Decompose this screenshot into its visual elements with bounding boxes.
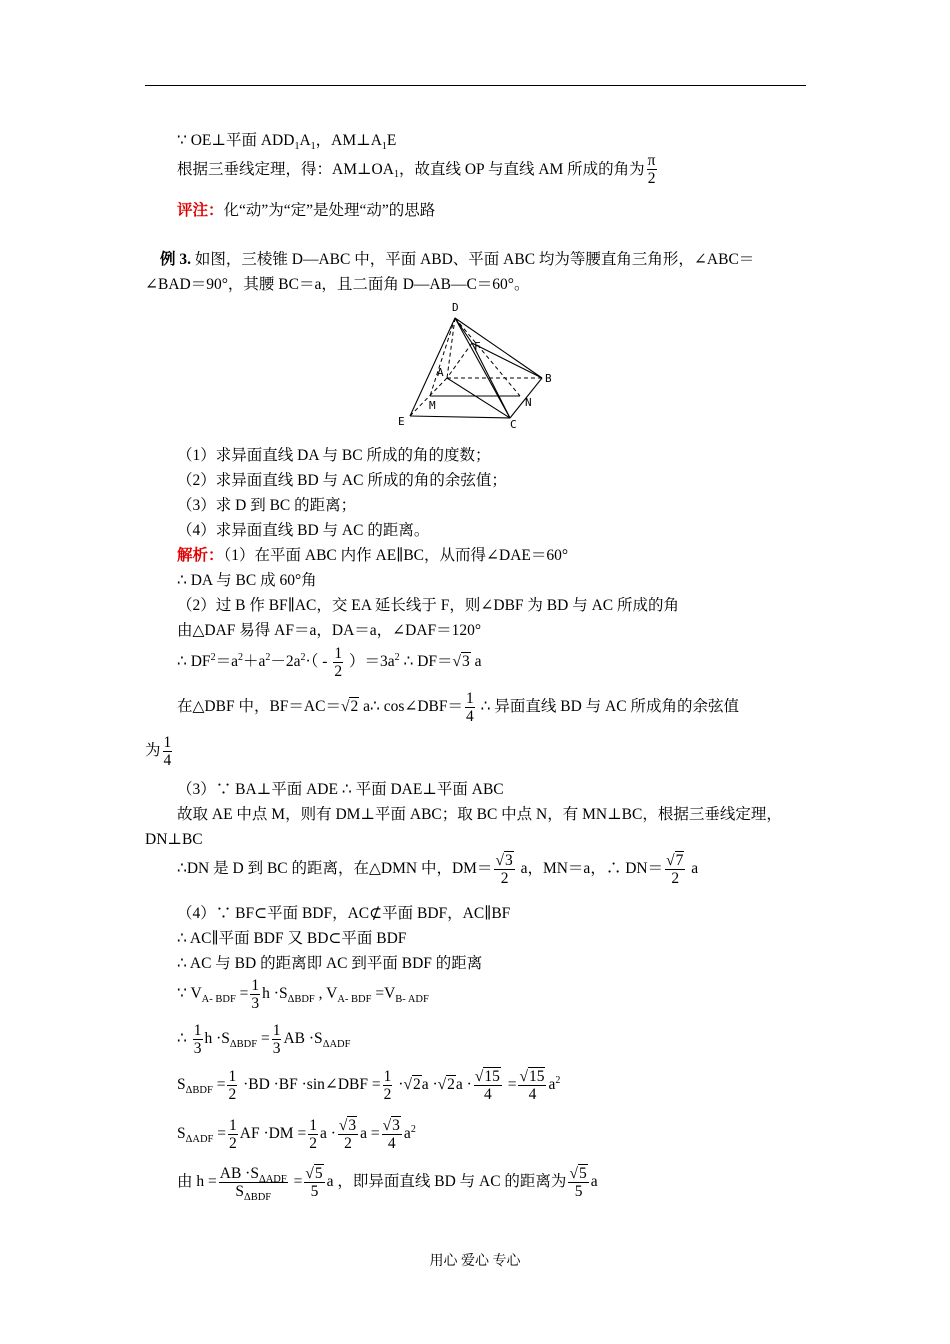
solution-line-cos: 在△DBF 中，BF＝AC＝√2 a∴ cos∠DBF＝ $\frac{1}{4}$ ∴ 异面直线 BD 与 AC 所成角的余弦值	[177, 690, 739, 725]
solution-line-h: 由 h = $\frac{AB \cdot S_{\Delta ADF}}{S_{\Delta BDF}}$ = $\frac{√5}{5}$ a ，即异面直线 BD 与 AC 的距离为 $\frac{√5}{5}$ a	[177, 1165, 598, 1204]
solution-line-s-bdf: $S_{\Delta BDF}$ = $\frac{1}{2}$ ·BD ·BF ·sin∠DBF = $\frac{1}{2}$ ·√2a ·√2a · $\frac{√15}{4}$ = $\frac{√15}{4}$ $a^2$	[177, 1068, 561, 1103]
solution-line-df: ∴ $DF^2=a^2+a^2-2a^2\cdot$（ - $\frac{1}{2}$ ）$=3a^2$ ∴ DF＝√3 a	[177, 645, 482, 680]
solution-line-4a: （4）∵ BF⊂平面 BDF，AC⊄平面 BDF，AC∥BF	[177, 905, 511, 922]
solution-line-3b: 故取 AE 中点 M，则有 DM⊥平面 ABC；取 BC 中点 N，有 MN⊥BC，根据三垂线定理，	[177, 806, 782, 823]
example-heading: 例 3. 如图，三棱锥 D—ABC 中，平面 ABD、平面 ABC 均为等腰直角三角形，∠ABC＝	[160, 251, 755, 268]
text-line-three-perp: 根据三垂线定理，得：$AM\perp OA_1$，故直线 OP 与直线 AM 所成的角为 $\frac{\pi}{2}$	[177, 152, 656, 187]
label-F: F	[474, 340, 481, 353]
comment-label: 评注：	[177, 202, 224, 219]
solution-line-3c: DN⊥BC	[145, 831, 203, 848]
solution-line-4: 由△DAF 易得 AF＝a，DA＝a，∠DAF＝120°	[177, 622, 482, 639]
label-A: A	[437, 366, 444, 379]
label-D: D	[452, 301, 459, 314]
pyramid-figure	[392, 298, 562, 438]
pyramid-diagram	[392, 298, 562, 433]
label-M: M	[429, 399, 436, 412]
question-4: （4）求异面直线 BD 与 AC 的距离。	[177, 522, 430, 539]
label-C: C	[510, 418, 517, 431]
comment-line: 评注：化“动”为“定”是处理“动”的思路	[177, 202, 436, 219]
label-B: B	[545, 372, 552, 385]
label-E: E	[398, 415, 405, 428]
solution-line-equal: ∴ $\frac{1}{3}$ $h \cdot S_{\Delta BDF}$ = $\frac{1}{3}$ AB $\cdot S_{\Delta ADF}$	[177, 1022, 351, 1057]
question-2: （2）求异面直线 BD 与 AC 所成的角的余弦值；	[177, 472, 507, 489]
solution-line-1: 解析：（1）在平面 ABC 内作 AE∥BC，从而得∠DAE＝60°	[177, 547, 569, 564]
solution-line-4b: ∴ AC∥平面 BDF 又 BD⊂平面 BDF	[177, 930, 407, 947]
solution-line-3: （2）过 B 作 BF∥AC，交 EA 延长线于 F，则∠DBF 为 BD 与 AC 所成的角	[177, 597, 679, 614]
question-3: （3）求 D 到 BC 的距离；	[177, 497, 357, 514]
header-rule	[145, 85, 806, 86]
solution-line-dn: ∴DN 是 D 到 BC 的距离，在△DMN 中，DM＝ $\frac{√3}{2}$ a，MN＝a，∴ DN＝ $\frac{√7}{2}$ a	[177, 852, 699, 887]
example-label: 例 3.	[160, 251, 192, 268]
question-1: （1）求异面直线 DA 与 BC 所成的角的度数；	[177, 447, 491, 464]
label-N: N	[525, 396, 532, 409]
solution-line-s-adf: $S_{\Delta ADF}$ = $\frac{1}{2}$ AF ·DM = $\frac{1}{2}$ a · $\frac{√3}{2}$ a = $\frac{√3}{4}$ $a^2$	[177, 1117, 416, 1152]
example-text-2: ∠BAD＝90°，其腰 BC＝a，且二面角 D—AB—C＝60°。	[145, 276, 530, 293]
solution-line-4c: ∴ AC 与 BD 的距离即 AC 到平面 BDF 的距离	[177, 955, 483, 972]
solution-label: 解析：	[177, 547, 224, 564]
fraction-pi-over-2: $\frac{\pi}{2}$	[647, 152, 656, 187]
solution-line-2: ∴ DA 与 BC 成 60°角	[177, 572, 317, 589]
text-line-oe-perp: ∵ OE⊥平面 $ADD_1A_1$，$AM\perp A_1E$	[177, 132, 397, 153]
solution-line-cos-value: 为 $\frac{1}{4}$	[145, 734, 172, 769]
solution-line-3a: （3）∵ BA⊥平面 ADE ∴ 平面 DAE⊥平面 ABC	[177, 781, 504, 798]
page-footer: 用心 爱心 专心	[429, 1254, 521, 1269]
solution-line-volume: ∵ $V_{A- BDF}$ = $\frac{1}{3}$ $h \cdot S_{\Delta BDF}$ , $V_{A- BDF} =V_{B- ADF}$	[177, 977, 429, 1012]
